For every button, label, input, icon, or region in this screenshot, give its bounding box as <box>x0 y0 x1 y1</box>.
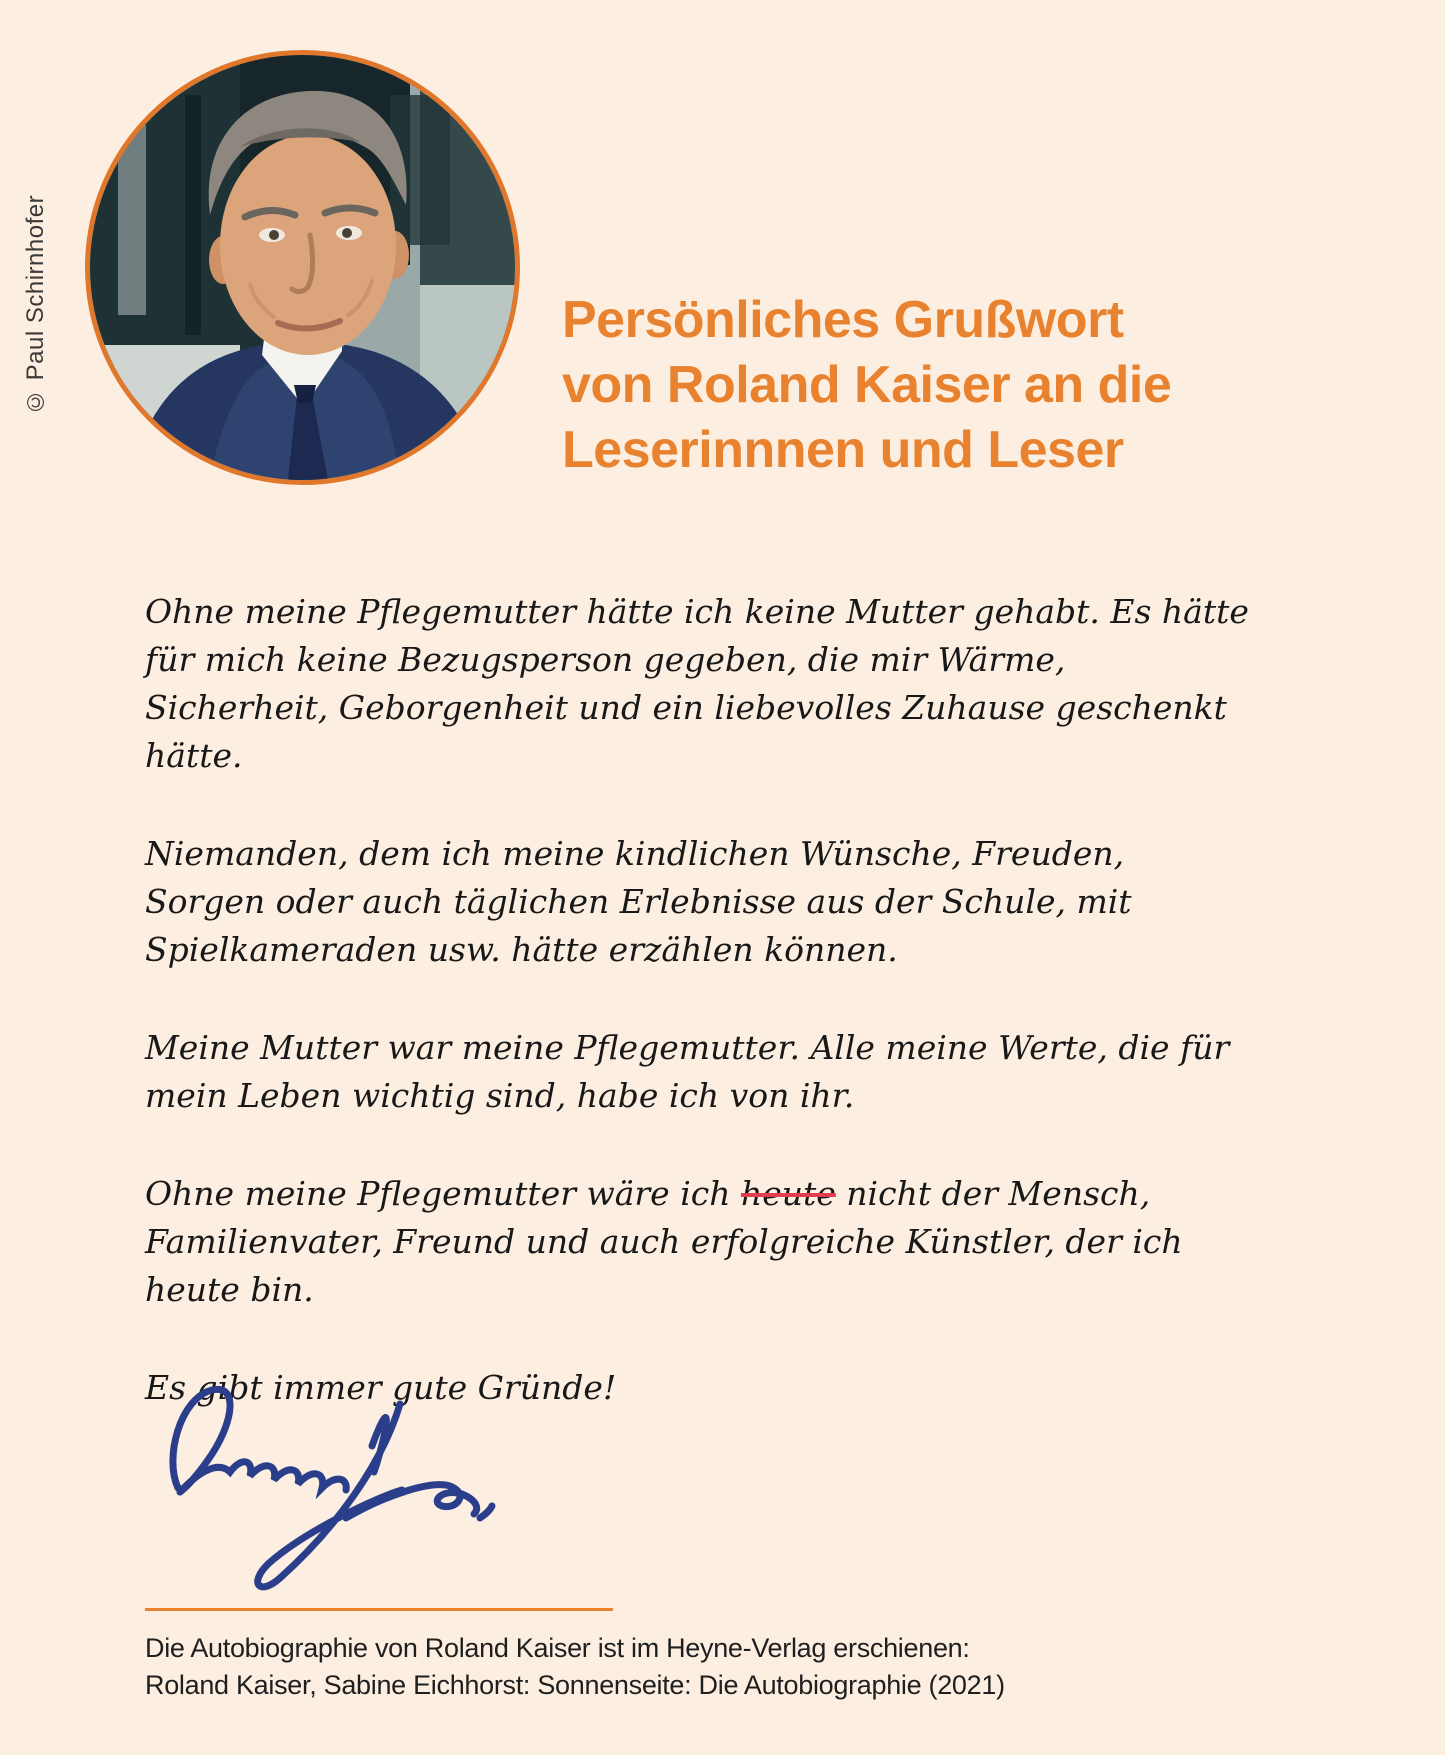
title-line-3: Leserinnnen und Leser <box>562 421 1124 479</box>
paragraph-4 <box>145 1170 1250 1314</box>
paragraph-2: Niemanden, dem ich meine kindlichen Wünsche, Freuden, Sorgen oder auch täglichen Erlebnisse aus der Schule, mit Spielkameraden usw. hätte erzählen können. <box>145 834 1132 969</box>
photo-credit: © Paul Schirnhofer <box>22 194 49 415</box>
closing-line: Es gibt immer gute Gründe! <box>145 1368 617 1407</box>
text-after-strike: nicht der Mensch, Familienvater, Freund und auch erfolgreiche Künstler, der ich heute bin. <box>145 1174 1183 1309</box>
greeting-text <box>145 588 1250 1462</box>
title-line-2: von Roland Kaiser an die <box>562 356 1172 414</box>
footer-line-1: Die Autobiographie von Roland Kaiser ist im Heyne-Verlag erschienen: <box>145 1633 970 1663</box>
text-before-strike: Ohne meine Pflegemutter wäre ich <box>145 1174 741 1213</box>
footer <box>145 1630 1005 1704</box>
paragraph-3: Meine Mutter war meine Pflegemutter. Alle meine Werte, die für mein Leben wichtig sind, habe ich von ihr. <box>145 1028 1230 1115</box>
portrait-photo <box>85 50 520 485</box>
struck-word: heute <box>740 1174 836 1213</box>
footer-line-2: Roland Kaiser, Sabine Eichhorst: Sonnenseite: Die Autobiographie (2021) <box>145 1670 1005 1700</box>
title-line-1: Persönliches Grußwort <box>562 291 1124 349</box>
portrait-illustration <box>90 55 515 480</box>
signature <box>150 1368 510 1603</box>
page-title <box>562 288 1252 483</box>
divider-line <box>145 1608 613 1611</box>
paragraph-1: Ohne meine Pflegemutter hätte ich keine Mutter gehabt. Es hätte für mich keine Bezugsperson gegeben, die mir Wärme, Sicherheit, Geborgenheit und ein liebevolles Zuhause geschenkt hätte. <box>145 592 1249 775</box>
